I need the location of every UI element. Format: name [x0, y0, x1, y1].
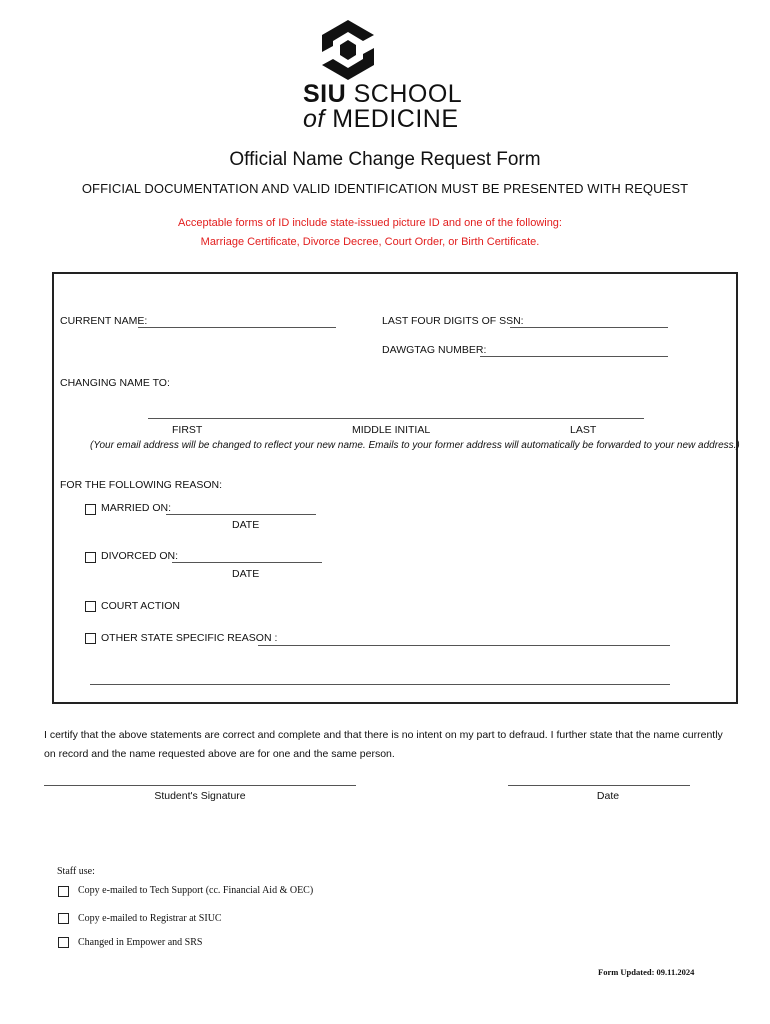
current-name-field[interactable]	[138, 327, 336, 328]
id-requirements-line1: Acceptable forms of ID include state-issued picture ID and one of the following:	[178, 217, 562, 229]
married-label: MARRIED ON:	[101, 502, 172, 514]
id-requirements-line2: Marriage Certificate, Divorce Decree, Court Order, or Birth Certificate.	[200, 236, 540, 248]
divorced-date-label: DATE	[232, 568, 260, 580]
staff-checkbox-registrar[interactable]	[58, 913, 69, 924]
new-name-field[interactable]	[148, 418, 644, 419]
page-subtitle: OFFICIAL DOCUMENTATION AND VALID IDENTIFICATION MUST BE PRESENTED WITH REQUEST	[81, 181, 689, 196]
form-updated-date: Form Updated: 09.11.2024	[598, 967, 695, 977]
reason-label: FOR THE FOLLOWING REASON:	[60, 479, 222, 491]
page-title: Official Name Change Request Form	[229, 149, 541, 170]
middle-initial-label: MIDDLE INITIAL	[352, 424, 431, 436]
staff-checkbox-tech-support[interactable]	[58, 886, 69, 897]
signature-date-field[interactable]	[508, 785, 690, 786]
divorced-label: DIVORCED ON:	[101, 550, 179, 562]
logo-medicine: MEDICINE	[324, 105, 459, 133]
other-reason-checkbox[interactable]	[85, 633, 96, 644]
logo-siu: SIU	[303, 80, 347, 108]
divorced-checkbox[interactable]	[85, 552, 96, 563]
certification-statement: I certify that the above statements are correct and complete and that there is no intent on my part to defraud. I further state that the name currently on record and the name requested above are for one and the same person.	[44, 729, 723, 760]
other-reason-field-line2[interactable]	[90, 684, 670, 685]
dawgtag-field[interactable]	[480, 356, 668, 357]
email-change-note: (Your email address will be changed to reflect your new name. Emails to your former address will automatically be forwarded to your new address.)	[90, 440, 740, 451]
married-date-label: DATE	[232, 519, 260, 531]
logo-of: of	[303, 105, 325, 133]
staff-checkbox-empower[interactable]	[58, 937, 69, 948]
student-signature-label: Student's Signature	[154, 790, 246, 802]
staff-item-registrar: Copy e-mailed to Registrar at SIUC	[78, 913, 222, 924]
ssn-field[interactable]	[510, 327, 668, 328]
staff-item-empower: Changed in Empower and SRS	[78, 937, 203, 948]
last-name-label: LAST	[570, 424, 597, 436]
married-date-field[interactable]	[166, 514, 316, 515]
siu-hexagon-logo-icon	[318, 18, 378, 82]
divorced-date-field[interactable]	[172, 562, 322, 563]
ssn-label: LAST FOUR DIGITS OF SSN:	[382, 315, 524, 327]
court-action-label: COURT ACTION	[101, 600, 180, 612]
married-checkbox[interactable]	[85, 504, 96, 515]
court-action-checkbox[interactable]	[85, 601, 96, 612]
other-reason-label: OTHER STATE SPECIFIC REASON :	[101, 632, 278, 644]
logo-school: SCHOOL	[346, 80, 463, 108]
staff-use-heading: Staff use:	[57, 866, 95, 877]
other-reason-field[interactable]	[258, 645, 670, 646]
staff-item-tech-support: Copy e-mailed to Tech Support (cc. Financial Aid & OEC)	[78, 885, 314, 896]
siu-school-of-medicine-logo	[303, 82, 463, 132]
changing-name-label: CHANGING NAME TO:	[60, 377, 170, 389]
dawgtag-label: DAWGTAG NUMBER:	[382, 344, 487, 356]
student-signature-field[interactable]	[44, 785, 356, 786]
first-name-label: FIRST	[172, 424, 203, 436]
signature-date-label: Date	[596, 790, 620, 802]
current-name-label: CURRENT NAME:	[60, 315, 148, 327]
